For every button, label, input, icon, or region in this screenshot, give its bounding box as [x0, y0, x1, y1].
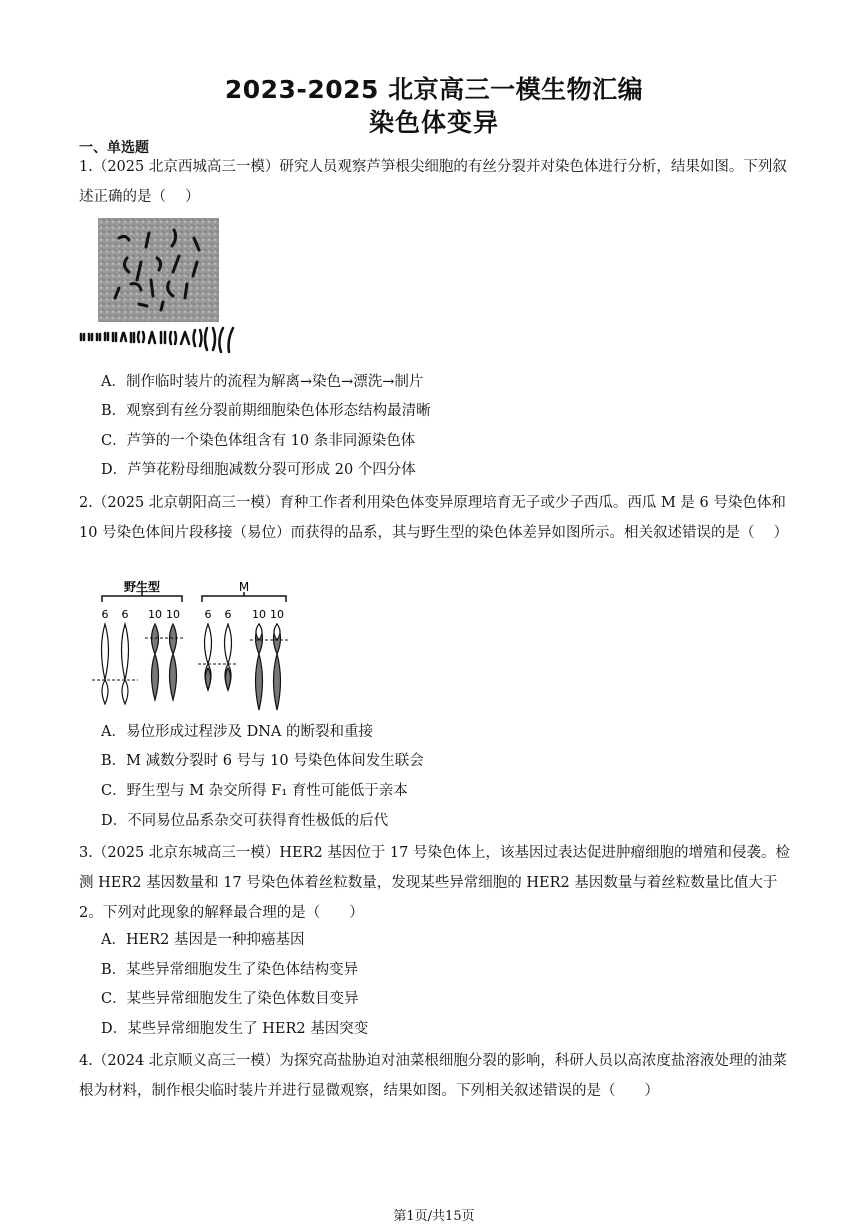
label-6: 6	[204, 608, 212, 621]
question-1-option-a: A．制作临时装片的流程为解离→染色→漂洗→制片	[101, 374, 424, 390]
question-2-option-c: C．野生型与 M 杂交所得 F₁ 育性可能低于亲本	[101, 783, 408, 799]
question-3-text: 3.（2025 北京东城高三一模）HER2 基因位于 17 号染色体上，该基因过表达促进肿瘤细胞的增殖和侵袭。检测 HER2 基因数量和 17 号染色体着丝粒数量，发现某些异常细胞的 HER2 基因数量与着丝粒数量比值大于 2。下列对此现象的解释最合理的是（ ）	[79, 845, 790, 921]
question-1-chromosome-micrograph	[79, 218, 249, 356]
label-6: 6	[121, 608, 129, 621]
question-2-option-d: D．不同易位品系杂交可获得育性极低的后代	[101, 813, 389, 829]
label-10: 10	[270, 608, 284, 621]
question-3-option-c: C．某些异常细胞发生了染色体数目变异	[101, 991, 359, 1007]
question-1-option-d: D．芦笋花粉母细胞减数分裂可形成 20 个四分体	[101, 462, 416, 478]
question-2-option-a: A．易位形成过程涉及 DNA 的断裂和重接	[101, 724, 373, 740]
question-2-text: 2.（2025 北京朝阳高三一模）育种工作者利用染色体变异原理培育无子或少子西瓜。西瓜 M 是 6 号染色体和 10 号染色体间片段移接（易位）而获得的品系，其与野生型的染色体差异如图所示。相关叙述错误的是（ ）	[79, 495, 789, 541]
question-1-option-b: B．观察到有丝分裂前期细胞染色体形态结构最清晰	[101, 403, 431, 419]
question-2-chromosome-diagram	[90, 580, 300, 715]
question-3-option-b: B．某些异常细胞发生了染色体结构变异	[101, 962, 359, 978]
label-6: 6	[224, 608, 232, 621]
question-1-option-c: C．芦笋的一个染色体组含有 10 条非同源染色体	[101, 433, 416, 449]
question-3-option-a: A．HER2 基因是一种抑癌基因	[101, 932, 305, 948]
question-4-text: 4.（2024 北京顺义高三一模）为探究高盐胁迫对油菜根细胞分裂的影响，科研人员以高浓度盐溶液处理的油菜根为材料，制作根尖临时装片并进行显微观察，结果如图。下列相关叙述错误的是（ ）	[79, 1053, 787, 1099]
question-2-option-b: B．M 减数分裂时 6 号与 10 号染色体间发生联会	[101, 753, 424, 769]
question-1-text: 1.（2025 北京西城高三一模）研究人员观察芦笋根尖细胞的有丝分裂并对染色体进行分析，结果如图。下列叙述正确的是（ ）	[79, 159, 787, 205]
question-3-option-d: D．某些异常细胞发生了 HER2 基因突变	[101, 1021, 369, 1037]
document-title: 2023-2025 北京高三一模生物汇编	[224, 75, 644, 104]
label-10: 10	[252, 608, 266, 621]
page-footer: 第1页/共15页	[393, 1209, 475, 1224]
label-wild-type: 野生型	[123, 580, 161, 594]
section-heading: 一、单选题	[79, 140, 149, 156]
label-10: 10	[148, 608, 162, 621]
label-6: 6	[101, 608, 109, 621]
label-m: M	[238, 580, 250, 594]
label-10: 10	[166, 608, 180, 621]
document-subtitle: 染色体变异	[368, 108, 499, 137]
